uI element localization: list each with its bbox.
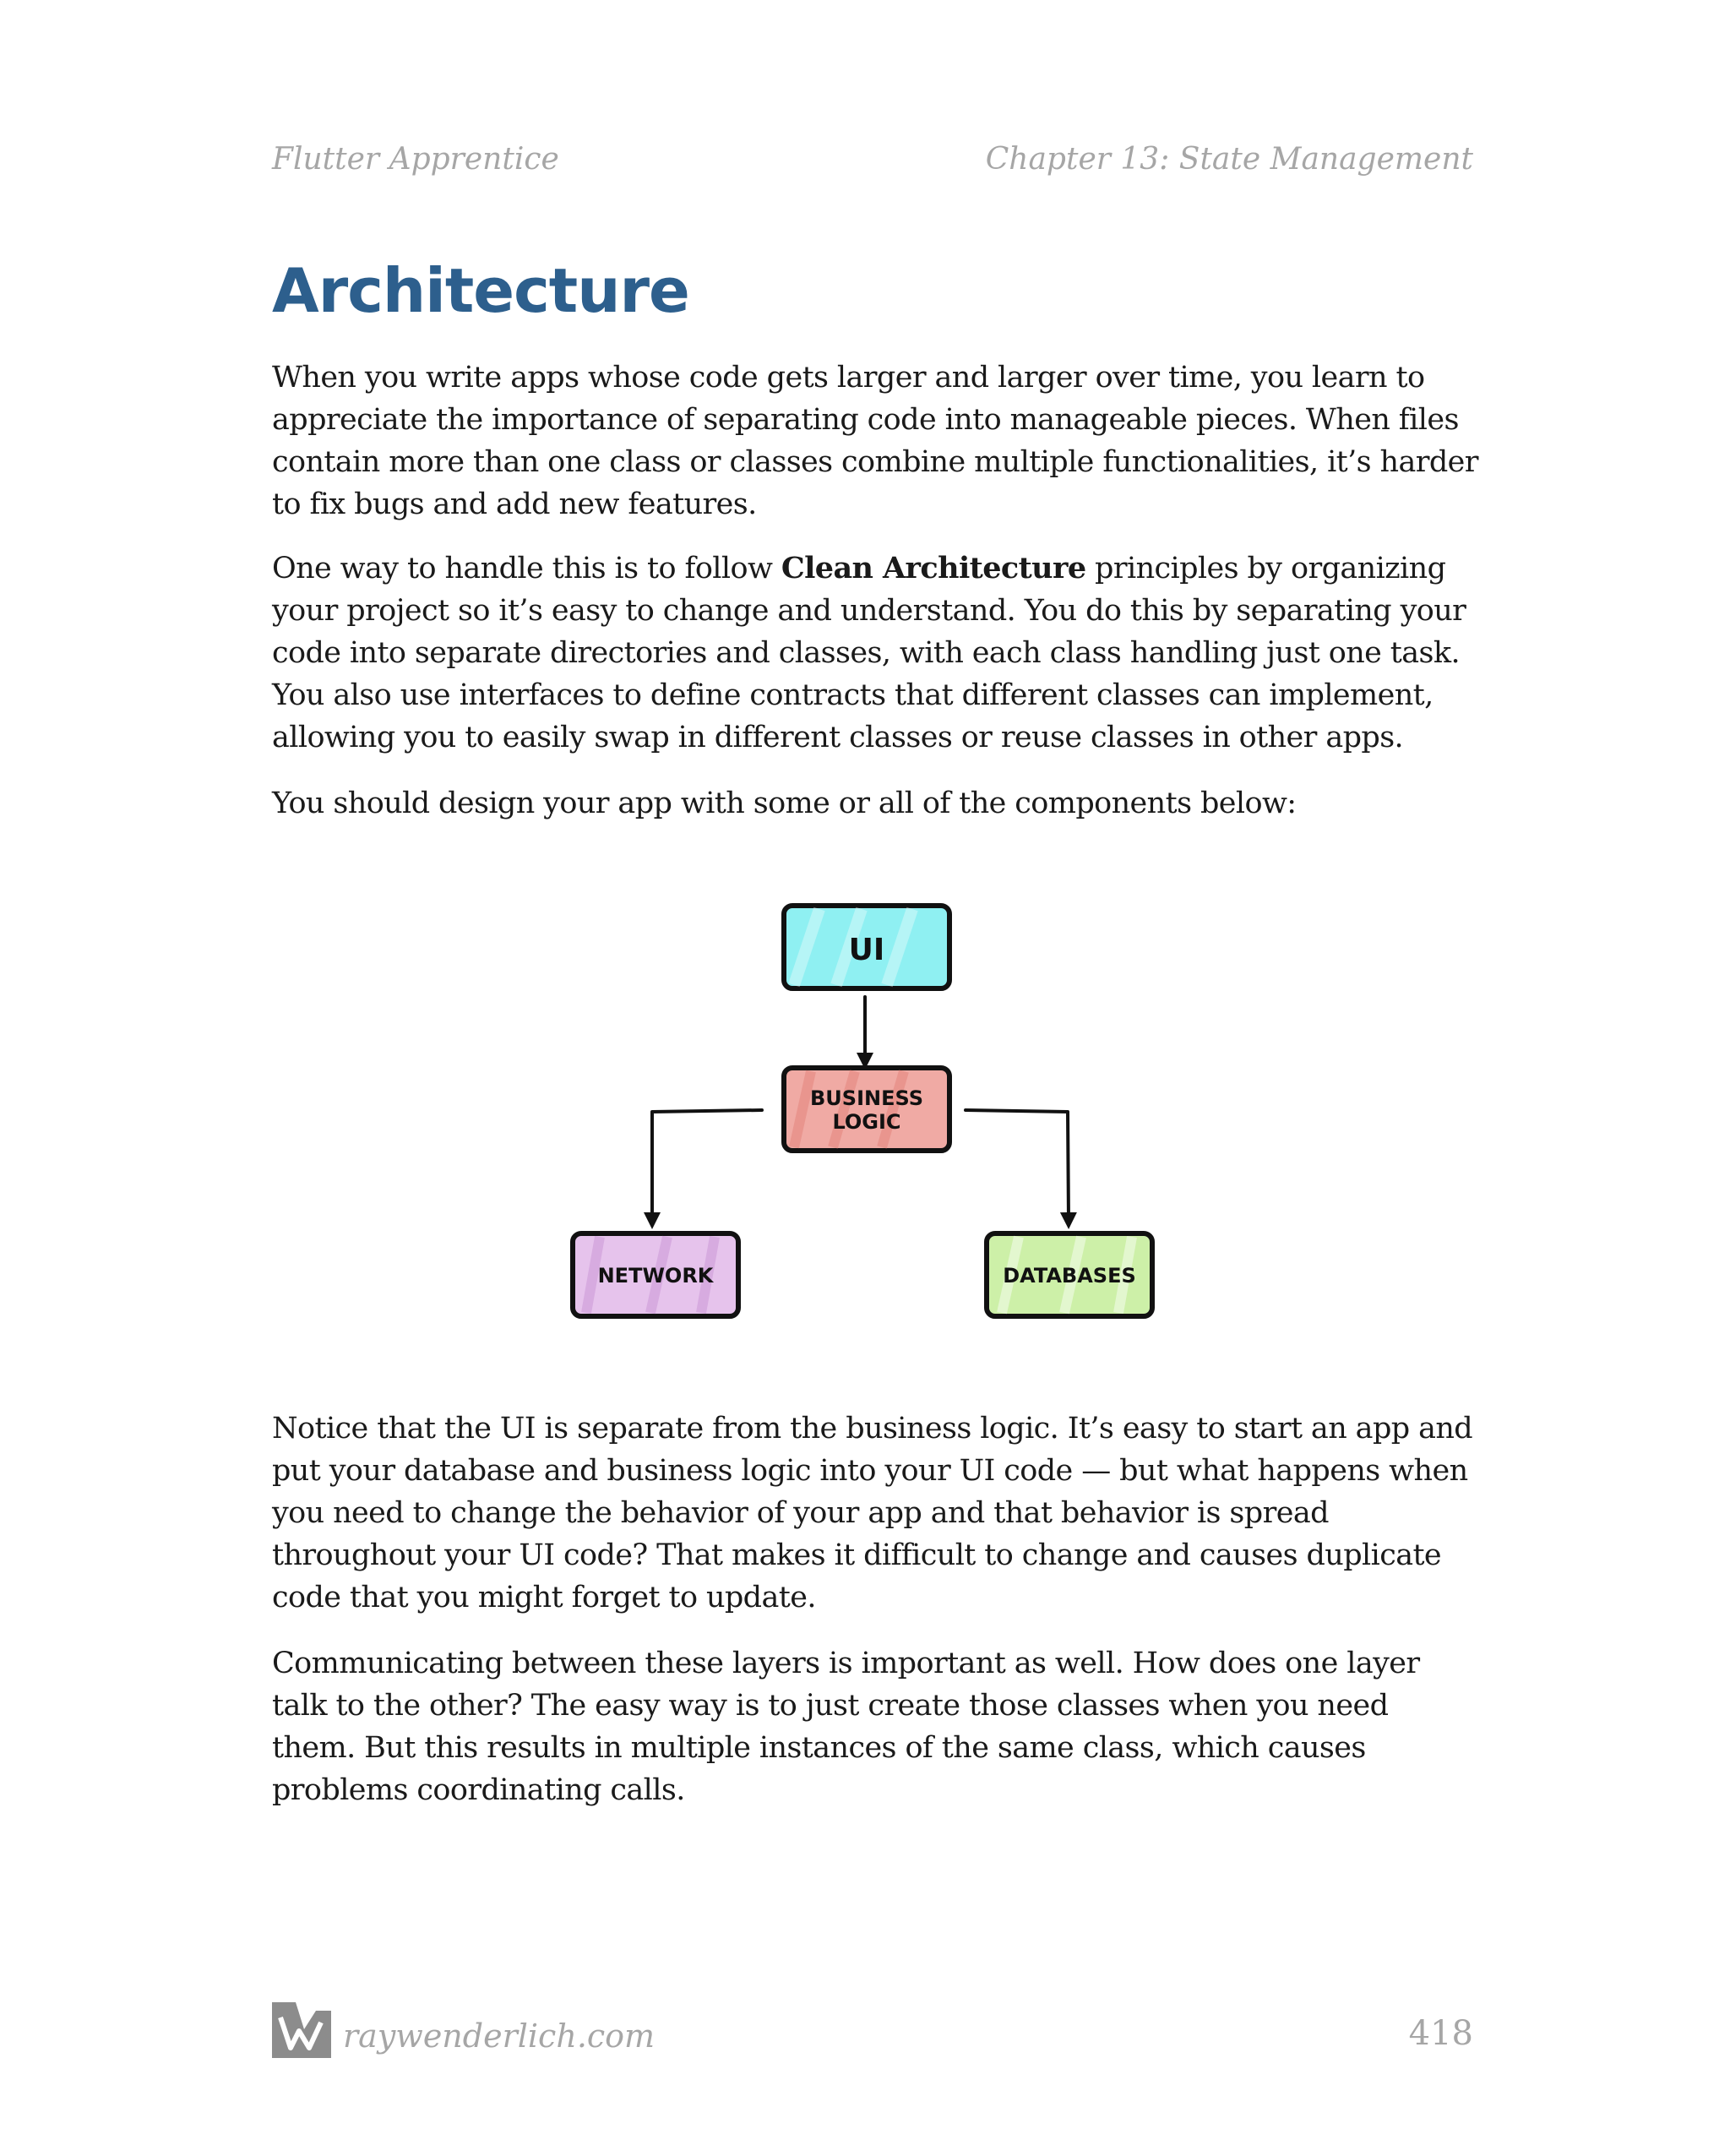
bold-term: Clean Architecture (781, 551, 1086, 585)
arrow-business-to-network (652, 1110, 762, 1221)
paragraph-text: principles by organizing your project so it’s easy to change and understand. You do this by separating your code into separate directories and classes, with each class handling just one task. You also use interfaces to define contracts that different classes can implement, allowing you to easily swap in different classes or reuse classes in other apps. (272, 552, 1466, 754)
network-box (573, 1233, 738, 1316)
page-number: 418 (1408, 2014, 1473, 2053)
databases-label: DATABASES (1003, 1264, 1136, 1288)
paragraph-text: One way to handle this is to follow (272, 552, 781, 585)
paragraph-ui-separation: Notice that the UI is separate from the business logic. It’s easy to start an app and put your database and business logic into your UI code — but what happens when you need to change the behavior of your app and that behavior is spread throughout your UI code? That makes it difficult to change and causes duplicate code that you might forget to update. (272, 1412, 1473, 1614)
business-logic-box (784, 1068, 949, 1151)
chapter-title: Chapter 13: State Management (985, 142, 1473, 177)
site-url[interactable]: raywenderlich.com (343, 2017, 656, 2055)
ui-label: UI (848, 933, 885, 967)
paragraph-communication: Communicating between these layers is important as well. How does one layer talk to the other? The easy way is to just create those classes when you need them. But this results in multiple instances of the same class, which causes problems coordinating calls. (272, 1647, 1420, 1807)
databases-box (987, 1233, 1152, 1316)
book-title: Flutter Apprentice (272, 142, 559, 177)
section-title: Architecture (272, 255, 689, 326)
raywenderlich-logo-icon (272, 2001, 331, 2060)
network-label: NETWORK (597, 1264, 714, 1288)
paragraph-components: You should design your app with some or all of the components below: (272, 787, 1297, 820)
arrow-business-to-databases (966, 1110, 1069, 1221)
paragraph-clean-architecture (272, 547, 1480, 759)
page-footer (272, 2001, 1473, 2060)
ui-box (784, 906, 949, 988)
running-header (272, 142, 1473, 177)
architecture-diagram (541, 879, 1183, 1352)
business-label-line1: BUSINESS (810, 1086, 923, 1110)
paragraph-intro: When you write apps whose code gets larger and larger over time, you learn to appreciate the importance of separating code into manageable pieces. When files contain more than one class or classes combine multiple functionalities, it’s harder to fix bugs and add new features. (272, 361, 1478, 521)
business-label-line2: LOGIC (832, 1110, 901, 1134)
